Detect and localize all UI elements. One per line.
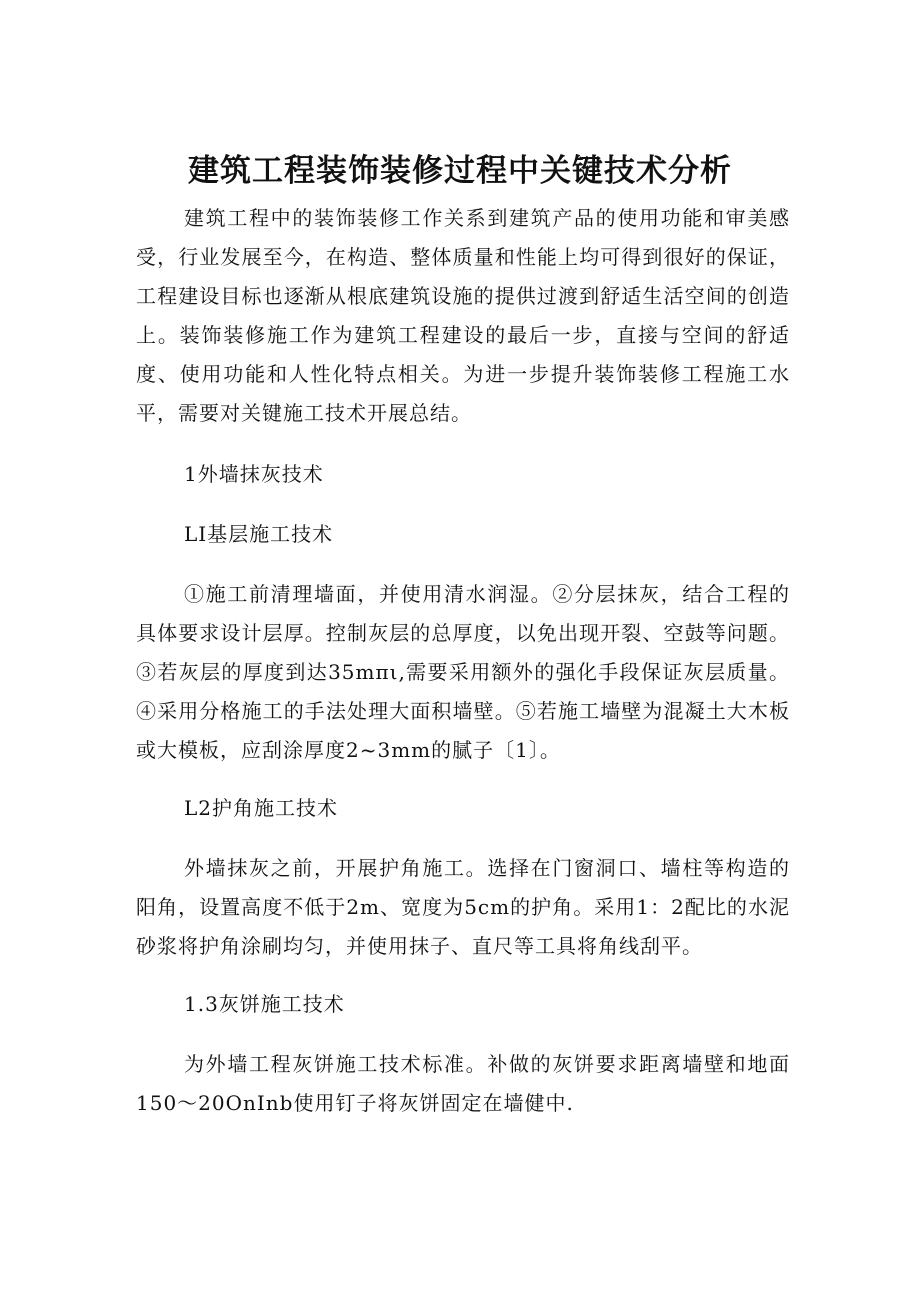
section-1-heading: 1外墙抹灰技术 xyxy=(184,462,324,486)
intro-paragraph: 建筑工程中的装饰装修工作关系到建筑产品的使用功能和审美感受，行业发展至今，在构造、整体质量和性能上均可得到很好的保证，工程建设目标也逐渐从根底建筑设施的提供过渡到舒适生活空间的创造上。装饰装修施工作为建筑工程建设的最后一步，直接与空间的舒适度、使用功能和人性化特点相关。为进一步提升装饰装修工程施工水平，需要对关键施工技术开展总结。 xyxy=(136,206,790,425)
subsection-1-3-heading: 1.3灰饼施工技术 xyxy=(184,992,345,1016)
subsection-1-2-heading: L2护角施工技术 xyxy=(184,796,339,820)
subsection-1-1-paragraph: ①施工前清理墙面，并使用清水润湿。②分层抹灰，结合工程的具体要求设计层厚。控制灰层的总厚度，以免出现开裂、空鼓等问题。③若灰层的厚度到达35mπι,需要采用额外的强化手段保证灰层质量。④采用分格施工的手法处理大面积墙壁。⑤若施工墙壁为混凝土大木板或大模板，应刮涂厚度2~3mm的腻子〔1〕。 xyxy=(136,582,790,762)
document-body xyxy=(136,199,790,1123)
subsection-1-3-paragraph: 为外墙工程灰饼施工技术标准。补做的灰饼要求距离墙壁和地面150～20OnInb使用钉子将灰饼固定在墙健中. xyxy=(136,1052,790,1115)
document-title: 建筑工程装饰装修过程中关键技术分析 xyxy=(188,152,732,189)
subsection-1-1-heading: LI基层施工技术 xyxy=(184,522,334,546)
subsection-1-2-paragraph: 外墙抹灰之前，开展护角施工。选择在门窗洞口、墙柱等构造的阳角，设置高度不低于2m、宽度为5cm的护角。采用1：2配比的水泥砂浆将护角涂刷均匀，并使用抹子、直尺等工具将角线刮平。 xyxy=(136,856,790,958)
